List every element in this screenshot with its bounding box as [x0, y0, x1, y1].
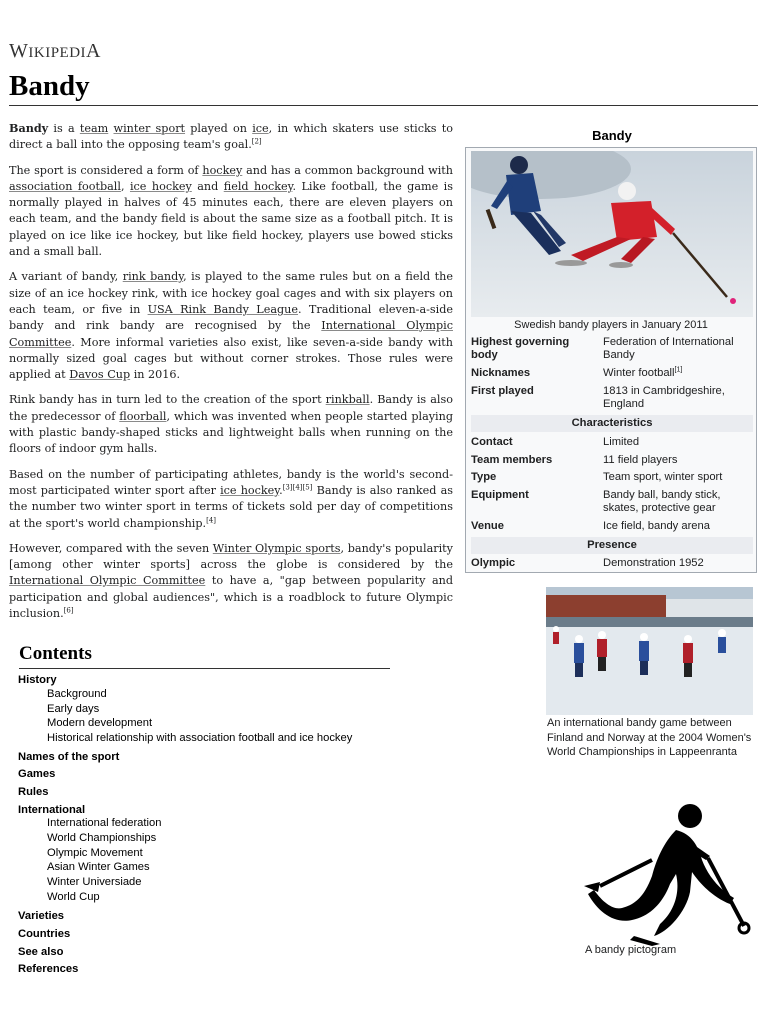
toc-item-references[interactable]: References — [18, 963, 79, 975]
ref-3-4-5[interactable]: [3][4][5] — [282, 483, 313, 492]
infobox-title: Bandy — [592, 128, 632, 143]
toc-item-see-also[interactable]: See also — [18, 946, 64, 958]
toc-item-world-championships[interactable]: World Championships — [47, 832, 157, 844]
infobox-photo[interactable] — [471, 151, 753, 317]
toc-item-history[interactable]: History — [18, 674, 57, 686]
link-federation[interactable]: Federation of International Bandy — [603, 336, 734, 361]
toc-item-winter-universiade[interactable]: Winter Universiade — [47, 876, 142, 888]
ref-2[interactable]: [2] — [251, 137, 262, 146]
paragraph-intro: Bandy is a team winter sport played on ice, in which skaters use sticks to direct a ball into the opposing team's goal.[2] — [9, 121, 453, 152]
toc-item-international-federation[interactable]: International federation — [47, 817, 162, 829]
infobox: Swedish bandy players in January 2011 Highest governing body Federation of International Bandy Nicknames Winter football[1] First played 1813 in Cambridgeshire, England Characteristics Contact Limited Team members 11 field players Type Team sport, winter sport Equipment Bandy ball, bandy stick, skates, protective gear Venue Ice field, bandy arena Presence Olympic Demonstration 1952 — [465, 147, 757, 573]
paragraph-rink-bandy: A variant of bandy, rink bandy, is played to the same rules but on a field the size of an ice hockey rink, with ice hockey goal cages and with six players on each team, or five in USA Rink Bandy League. Traditional eleven-a-side bandy and rink bandy are recognised by the International Olympic Committee. More informal varieties also exist, like seven-a-side bandy with normally sized goal cages but without corner strokes. Those rules were applied at Davos Cup in 2016. — [9, 270, 454, 382]
paragraph-olympics: However, compared with the seven Winter Olympic sports, bandy's popularity [among other winter sports] across the globe is considered by the International Olympic Committee to have a, "gap between popularity and participation and global audiences", which is a roadblock to future Olympic inclusion.[6] — [9, 541, 453, 621]
bandy-pictogram-caption: A bandy pictogram — [585, 944, 677, 956]
link-rink-bandy[interactable]: rink bandy — [122, 270, 184, 284]
toc-title: Contents — [19, 643, 92, 664]
article-body — [9, 120, 453, 631]
toc-item-olympic-movement[interactable]: Olympic Movement — [47, 847, 143, 859]
title-divider — [9, 105, 758, 106]
infobox-section-presence: Presence — [471, 537, 753, 554]
toc-item-background[interactable]: Background — [47, 688, 107, 700]
toc-item-names[interactable]: Names of the sport — [18, 751, 120, 763]
link-ice[interactable]: ice — [252, 122, 269, 135]
toc-item-international[interactable]: International — [18, 804, 86, 816]
wikipedia-wordmark[interactable]: WIKIPEDIA — [9, 40, 101, 62]
paragraph-rinkball: Rink bandy has in turn led to the creation of the sport rinkball. Bandy is also the predecessor of floorball, which was invented when people started playing with plastic bandy-shaped sticks and lightweight balls when running on the floors of indoor gym halls. — [9, 393, 454, 456]
link-field-hockey[interactable]: field hockey — [223, 179, 293, 193]
toc-item-world-cup[interactable]: World Cup — [47, 891, 100, 903]
link-ioc[interactable]: International Olympic Committee — [9, 319, 453, 349]
page-title: Bandy — [9, 70, 90, 102]
toc-item-games[interactable]: Games — [18, 768, 56, 780]
ref-1[interactable]: [1] — [674, 366, 683, 374]
link-ioc-2[interactable]: International Olympic Committee — [9, 574, 206, 588]
paragraph-hockey-form: The sport is considered a form of hockey and has a common background with association football, ice hockey and field hockey. Like football, the game is normally played in halves of 45 minutes each, there are eleven players on each team, and the bandy field is about the same size as a football pitch. It is played on ice like ice hockey, but like field hockey, players use bowed sticks and a small ball. — [9, 163, 453, 259]
link-davos-cup[interactable]: Davos Cup — [69, 368, 131, 382]
infobox-section-characteristics: Characteristics — [471, 415, 753, 432]
toc-item-varieties[interactable]: Varieties — [18, 910, 65, 922]
bandy-game-caption: An international bandy game between Finland and Norway at the 2004 Women's World Championships in Lappeenranta — [547, 717, 752, 758]
link-ice-hockey-2[interactable]: ice hockey — [220, 483, 280, 497]
bandy-pictogram-icon[interactable] — [580, 800, 756, 946]
link-association-football[interactable]: association football — [9, 179, 121, 193]
toc-item-countries[interactable]: Countries — [18, 928, 71, 940]
link-winter-sport[interactable]: winter sport — [113, 122, 186, 135]
toc-item-rules[interactable]: Rules — [18, 786, 49, 798]
link-ice-hockey[interactable]: ice hockey — [129, 179, 192, 193]
toc-item-asian-winter-games[interactable]: Asian Winter Games — [47, 861, 150, 873]
toc-item-historical-relationship[interactable]: Historical relationship with association football and ice hockey — [47, 732, 353, 744]
bold-term: Bandy — [9, 121, 49, 135]
ref-4[interactable]: [4] — [206, 515, 217, 524]
link-floorball[interactable]: floorball — [119, 409, 167, 423]
ref-6[interactable]: [6] — [63, 606, 74, 615]
toc-item-early-days[interactable]: Early days — [47, 703, 100, 715]
paragraph-participation: Based on the number of participating athletes, bandy is the world's second-most participated winter sport after ice hockey.[3][4][5] Bandy is also ranked as the number two winter sport in terms of tickets sold per day of competitions at the sport's world championship.[4] — [9, 467, 453, 530]
link-hockey[interactable]: hockey — [202, 163, 243, 177]
link-winter-olympic-sports[interactable]: Winter Olympic sports — [212, 541, 341, 555]
toc-item-modern-development[interactable]: Modern development — [47, 717, 153, 729]
bandy-game-photo[interactable] — [546, 587, 753, 715]
toc-divider — [19, 668, 390, 669]
link-team[interactable]: team — [79, 122, 109, 135]
infobox-photo-caption: Swedish bandy players in January 2011 — [514, 319, 708, 331]
link-usa-rink-bandy-league[interactable]: USA Rink Bandy League — [147, 302, 299, 316]
link-rinkball[interactable]: rinkball — [325, 393, 370, 407]
